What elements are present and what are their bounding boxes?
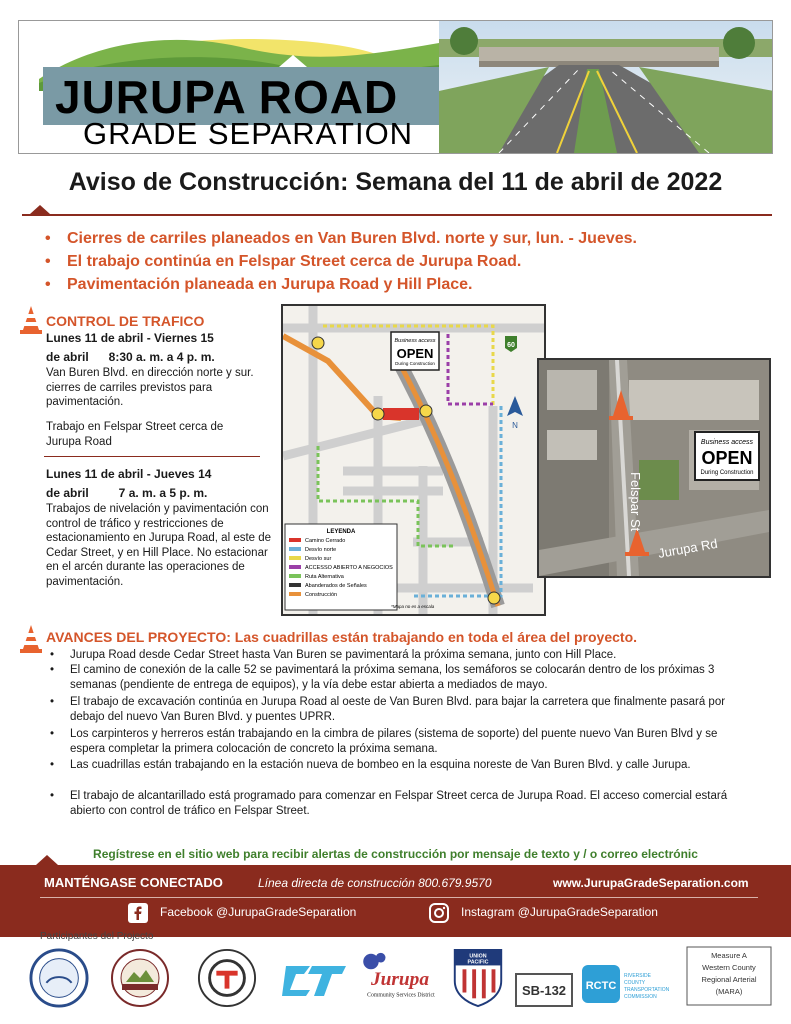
traffic-cone-icon [18, 623, 44, 655]
map-open-sign-main: OPEN [396, 346, 434, 361]
legend-label: ACCESSO ABIERTO A NEGOCIOS [305, 565, 393, 571]
progress-item: • El trabajo de alcantarillado está programado para comenzar en Felspar Street cerca de Jurupa Road. El acceso comercial estará abierto con control de tráfico en Felspar Street. [50, 789, 750, 818]
progress-text: El trabajo de alcantarillado está programado para comenzar en Felspar Street cerca de Jurupa Road. El acceso comercial estará abierto con control de tráfico en Felspar Street. [70, 790, 728, 817]
riverside-county-seal [28, 948, 90, 1008]
scale-note: *Mapa no es a escala [391, 604, 435, 609]
schedule-dates-2: Lunes 11 de abril - Jueves 14 [46, 467, 212, 481]
header-banner [18, 20, 773, 154]
jurupa-csd-logo [356, 948, 444, 1008]
website-link[interactable]: www.JurupaGradeSeparation.com [553, 876, 749, 890]
progress-item: • Las cuadrillas están trabajando en la estación nueva de bombeo en la esquina noreste de Van Buren Blvd. y calle Jurupa. [50, 758, 750, 773]
legend-swatch [289, 538, 301, 542]
legend-title: LEYENDA [326, 529, 356, 535]
legend-label: Desvío norte [305, 547, 337, 553]
jurupa-valley-seal [110, 948, 170, 1008]
overpass-rendering [439, 21, 773, 153]
legend-label: Desvío sur [305, 556, 332, 562]
map-graphic [283, 306, 544, 614]
traffic-cone-icon [18, 304, 44, 336]
progress-text: El camino de conexión de la calle 52 se pavimentará la próxima semana, los semáforos se colocarán dentro de los próximas 3 semanas (pendiente de entrega de equipos), y la vía debe estar abierta a mediados de mayo. [70, 664, 715, 691]
svg-text:RCTC: RCTC [585, 980, 617, 992]
progress-text: Los carpinteros y herreros están trabajando en la cimbra de pilares (sistema de soporte) del puente nuevo Van Buren Blvd y se espera completar la primera colocación de concreto la próxima semana. [70, 728, 718, 755]
instagram-icon[interactable] [429, 903, 449, 923]
logo-title: JURUPA ROAD [55, 71, 399, 123]
aerial-photo [537, 358, 771, 578]
title-notch [30, 205, 50, 214]
schedule-description-2: Trabajos de nivelación y pavimentación con control de tráfico y restricciones de estacionamiento en Jurupa Road, al este de Cedar Street, y en Hill Place. No estacionar en el arcén durante las operaciones de pavimentación. [46, 503, 272, 588]
svg-text:(MARA): (MARA) [715, 987, 743, 996]
progress-text: El trabajo de excavación continúa en Jurupa Road al oeste de Van Buren Blvd. para bajar la carretera que finalmente pasará por debajo del nuevo Van Buren Blvd. y puentes UPRR. [70, 696, 726, 723]
legend-label: Camino Cerrado [305, 538, 346, 544]
logo-subtitle: GRADE SEPARATION [83, 116, 414, 151]
map-open-sign-top: Business access [394, 338, 436, 344]
sb132-logo [515, 960, 573, 1020]
partners-label: Participantes del Projecto [40, 931, 154, 942]
traffic-control-heading: CONTROL DE TRAFICO [46, 313, 205, 329]
footer-notch [36, 855, 58, 865]
svg-text:Jurupa: Jurupa [370, 968, 430, 990]
legend-swatch [289, 574, 301, 578]
progress-item: • El camino de conexión de la calle 52 se pavimentará la próxima semana, los semáforos se colocarán dentro de los próximas 3 semanas (pendiente de entrega de equipos), y la vía debe estar abierta a mediados de mayo. [50, 663, 750, 692]
highlight-item: • El trabajo continúa en Felspar Street cerca de Jurupa Road. [45, 253, 522, 270]
svg-text:UNION: UNION [469, 953, 487, 960]
instagram-link[interactable]: Instagram @JurupaGradeSeparation [461, 905, 658, 919]
aerial-jurupa-label: Jurupa Rd [656, 535, 719, 561]
progress-item: • Jurupa Road desde Cedar Street hasta Van Buren se pavimentará la próxima semana, junto con Hill Place. [50, 648, 750, 663]
schedule-note-1: Trabajo en Felspar Street cerca de Jurupa Road [46, 421, 224, 448]
highlight-item: • Cierres de carriles planeados en Van Buren Blvd. norte y sur, lun. - Jueves. [45, 230, 637, 247]
register-callout: Regístrese en el sitio web para recibir alertas de construcción por mensaje de texto y / o correo electrónic [93, 847, 698, 861]
legend-swatch [289, 547, 301, 551]
hotline-text[interactable]: Línea directa de construcción 800.679.9570 [258, 876, 492, 890]
overpass-image [439, 21, 773, 153]
svg-text:PACIFIC: PACIFIC [467, 959, 489, 966]
footer-band [0, 865, 791, 937]
caltrans-logo [280, 948, 350, 1008]
aerial-open-sign-bottom: During Construction [700, 470, 754, 476]
svg-text:RIVERSIDE: RIVERSIDE [624, 973, 651, 979]
svg-text:Regional Arterial: Regional Arterial [701, 975, 757, 984]
legend-swatch [289, 592, 301, 596]
aerial-open-sign-main: OPEN [701, 448, 753, 468]
schedule-hours-1: de abril 8:30 a. m. a 4 p. m. [46, 350, 215, 364]
svg-text:N: N [512, 421, 518, 430]
footer-divider [40, 897, 758, 898]
highlight-text: El trabajo continúa en Felspar Street cerca de Jurupa Road. [67, 253, 522, 270]
project-logo [19, 21, 439, 153]
facebook-link[interactable]: Facebook @JurupaGradeSeparation [160, 905, 357, 919]
detour-map [281, 304, 546, 616]
svg-text:Western County: Western County [702, 963, 756, 972]
map-open-sign-bottom: During Construction [395, 361, 435, 366]
legend-label: Abanderados de Señales [305, 583, 367, 589]
section-divider [44, 456, 260, 457]
schedule-hours-2: de abril 7 a. m. a 5 p. m. [46, 486, 208, 500]
progress-item: • El trabajo de excavación continúa en Jurupa Road al oeste de Van Buren Blvd. para bajar la carretera que finalmente pasará por debajo del nuevo Van Buren Blvd. y puentes UPRR. [50, 695, 750, 724]
highlight-text: Cierres de carriles planeados en Van Buren Blvd. norte y sur, lun. - Jueves. [67, 230, 637, 247]
legend-label: Ruta Alternativa [305, 574, 344, 580]
aerial-felspar-label: Felspar St [628, 472, 643, 532]
svg-text:COUNTY: COUNTY [624, 980, 646, 986]
riverside-transportation-seal [196, 948, 258, 1008]
logo-graphic [19, 21, 439, 153]
rctc-logo [582, 955, 678, 1015]
svg-text:Measure A: Measure A [711, 951, 747, 960]
union-pacific-logo [452, 948, 504, 1008]
svg-text:60: 60 [507, 342, 515, 349]
facebook-icon[interactable] [128, 903, 148, 923]
progress-text: Jurupa Road desde Cedar Street hasta Van Buren se pavimentará la próxima semana, junto con Hill Place. [70, 649, 617, 661]
page-title: Aviso de Construcción: Semana del 11 de abril de 2022 [68, 168, 723, 196]
svg-text:Community Services District: Community Services District [367, 992, 435, 999]
highlight-text: Pavimentación planeada en Jurupa Road y Hill Place. [67, 276, 473, 293]
legend-swatch [289, 583, 301, 587]
aerial-image [539, 360, 769, 576]
progress-text: Las cuadrillas están trabajando en la estación nueva de bombeo en la esquina noreste de Van Buren Blvd. y calle Jurupa. [70, 759, 691, 771]
svg-text:SB-132: SB-132 [521, 983, 567, 998]
mara-logo [686, 946, 772, 1006]
svg-text:TRANSPORTATION: TRANSPORTATION [624, 987, 670, 993]
title-divider [22, 214, 772, 216]
progress-item: • Los carpinteros y herreros están trabajando en la cimbra de pilares (sistema de soporte) del puente nuevo Van Buren Blvd y se espera completar la primera colocación de concreto la próxima semana. [50, 727, 750, 756]
stay-connected-label: MANTÉNGASE CONECTADO [44, 875, 223, 890]
legend-label: Construcción [305, 592, 338, 598]
highlight-item: • Pavimentación planeada en Jurupa Road y Hill Place. [45, 276, 473, 293]
svg-text:COMMISSION: COMMISSION [624, 994, 657, 1000]
progress-heading: AVANCES DEL PROYECTO: Las cuadrillas están trabajando en toda el área del proyecto. [46, 629, 638, 645]
schedule-description-1: Van Buren Blvd. en dirección norte y sur. cierres de carriles previstos para pavimentación. [46, 367, 254, 408]
schedule-dates-1: Lunes 11 de abril - Viernes 15 [46, 331, 214, 345]
aerial-open-sign-top: Business access [700, 439, 754, 446]
legend-swatch [289, 565, 301, 569]
legend-swatch [289, 556, 301, 560]
